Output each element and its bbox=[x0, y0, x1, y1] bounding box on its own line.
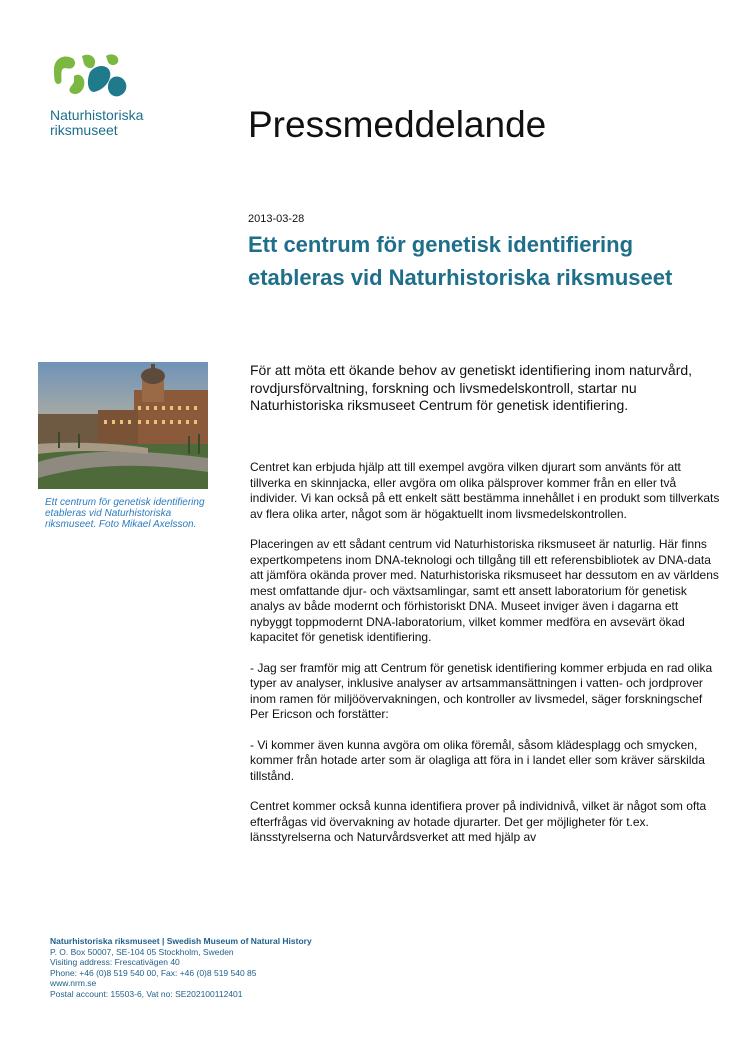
museum-photo bbox=[38, 362, 208, 489]
footer bbox=[50, 936, 312, 999]
footer-postal: Postal account: 15503-6, Vat no: SE202100112401 bbox=[50, 988, 243, 999]
photo-caption: Ett centrum för genetisk identifiering etableras vid Naturhistoriska riksmuseet. Foto Mikael Axelsson. bbox=[45, 497, 205, 530]
article-headline: Ett centrum för genetisk identifiering etableras vid Naturhistoriska riksmuseet bbox=[248, 232, 673, 290]
logo-text-line1: Naturhistoriska bbox=[50, 107, 144, 123]
body-paragraph: Centret kommer också kunna identifiera prover på individnivå, vilket är något som ofta efterfrågas vid övervakning av hotade djurarter. Det ger möjligheter för t.ex. länsstyrelserna och Naturvårdsverket att med hjälp av bbox=[250, 799, 707, 844]
footer-org: Naturhistoriska riksmuseet | Swedish Museum of Natural History bbox=[50, 936, 312, 946]
footer-visiting-address: Visiting address: Frescativägen 40 bbox=[50, 957, 180, 967]
logo-mark-icon bbox=[50, 50, 130, 102]
logo-text-line2: riksmuseet bbox=[50, 122, 118, 138]
body-paragraph: Centret kan erbjuda hjälp att till exempel avgöra vilken djurart som använts för att tillverka en skinnjacka, eller avgöra om olika pälsprover kommer från en eller två individer. Vi kan också på ett enkelt sätt bestämma innehållet i en produkt som tillverkats av flera olika arter, något som är högaktuellt inom livsmedelskontrollen. bbox=[250, 460, 720, 521]
footer-web[interactable]: www.nrm.se bbox=[50, 978, 97, 988]
article-body bbox=[250, 460, 720, 861]
logo bbox=[50, 50, 190, 138]
body-paragraph: - Jag ser framför mig att Centrum för genetisk identifiering kommer erbjuda en rad olika typer av analyser, inklusive analyser av artsammansättningen i vatten- och jordprover inom ramen för miljöövervakningen, och kontroller av livsmedel, säger forskningschef Per Ericson och forstätter: bbox=[250, 660, 713, 721]
lead-paragraph: För att möta ett ökande behov av genetiskt identifiering inom naturvård, rovdjursförvaltning, forskning och livsmedelskontroll, startar nu Naturhistoriska riksmuseet Centrum för genetisk identifiering. bbox=[250, 362, 693, 413]
body-paragraph: Placeringen av ett sådant centrum vid Naturhistoriska riksmuseet är naturlig. Här finns expertkompetens inom DNA-teknologi och tillgång till ett referensbibliotek av DNA-data att jämföra okända prover med. Naturhistoriska riksmuseet har dessutom en av världens mest omfattande djur- och växtsamlingar, samt ett ansett laboratorium för genetisk analys av både modernt och förhistoriskt DNA. Museet inviger även i dagarna ett nybyggt toppmodernt DNA-laboratorium, vilket kommer medföra en avsevärt ökad kapacitet för genetisk identifiering. bbox=[250, 537, 719, 644]
page-title: Pressmeddelande bbox=[248, 104, 547, 145]
press-date: 2013-03-28 bbox=[248, 213, 305, 225]
footer-address: P. O. Box 50007, SE-104 05 Stockholm, Sweden bbox=[50, 946, 234, 957]
body-paragraph: - Vi kommer även kunna avgöra om olika föremål, såsom klädesplagg och smycken, kommer från hotade arter som är olagliga att föra in i landet eller som kräver särskilda tillstånd. bbox=[250, 737, 705, 783]
footer-phone: Phone: +46 (0)8 519 540 00, Fax: +46 (0)8 519 540 85 bbox=[50, 967, 257, 978]
